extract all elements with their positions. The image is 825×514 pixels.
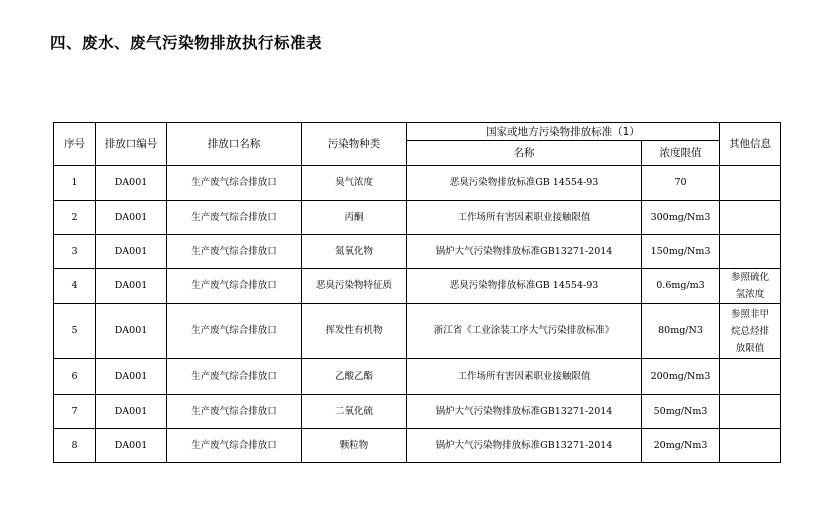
table-row: [54, 304, 781, 359]
outlet-code-cell: DA001: [96, 429, 167, 463]
seq-cell: 7: [54, 395, 96, 429]
standard-name-cell: 工作场所有害因素职业接触限值: [407, 201, 642, 235]
table-row: [54, 359, 781, 395]
outlet-name-cell: 生产废气综合排放口: [167, 235, 302, 269]
pollutant-cell: 颗粒物: [302, 429, 407, 463]
table-row: [54, 166, 781, 201]
header-row-1: [54, 123, 781, 141]
other-info-cell: [720, 429, 781, 463]
other-info-cell: [720, 359, 781, 395]
standard-name-cell: 锅炉大气污染物排放标准GB13271-2014: [407, 395, 642, 429]
other-info-cell: [720, 395, 781, 429]
other-info-cell: 参照非甲烷总烃排放限值: [720, 304, 781, 359]
table-row: [54, 235, 781, 269]
seq-cell: 6: [54, 359, 96, 395]
other-info-cell: 参照硫化氢浓度: [720, 269, 781, 304]
header-outlet-name: 排放口名称: [167, 123, 302, 166]
outlet-name-cell: 生产废气综合排放口: [167, 359, 302, 395]
header-limit: 浓度限值: [642, 141, 720, 166]
seq-cell: 1: [54, 166, 96, 201]
standard-name-cell: 恶臭污染物排放标准GB 14554-93: [407, 166, 642, 201]
limit-cell: 200mg/Nm3: [642, 359, 720, 395]
outlet-code-cell: DA001: [96, 359, 167, 395]
header-pollutant: 污染物种类: [302, 123, 407, 166]
table-row: [54, 395, 781, 429]
outlet-name-cell: 生产废气综合排放口: [167, 201, 302, 235]
header-outlet-code: 排放口编号: [96, 123, 167, 166]
seq-cell: 8: [54, 429, 96, 463]
other-info-cell: [720, 201, 781, 235]
outlet-code-cell: DA001: [96, 235, 167, 269]
other-info-cell: [720, 235, 781, 269]
outlet-name-cell: 生产废气综合排放口: [167, 269, 302, 304]
pollutant-cell: 氮氧化物: [302, 235, 407, 269]
outlet-code-cell: DA001: [96, 304, 167, 359]
outlet-name-cell: 生产废气综合排放口: [167, 304, 302, 359]
standard-name-cell: 恶臭污染物排放标准GB 14554-93: [407, 269, 642, 304]
pollutant-cell: 乙酸乙酯: [302, 359, 407, 395]
standard-name-cell: 浙江省《工业涂装工序大气污染排放标准》: [407, 304, 642, 359]
limit-cell: 20mg/Nm3: [642, 429, 720, 463]
header-seq: 序号: [54, 123, 96, 166]
standard-name-cell: 锅炉大气污染物排放标准GB13271-2014: [407, 429, 642, 463]
header-standard-group: 国家或地方污染物排放标准（1）: [407, 123, 720, 141]
pollutant-cell: 挥发性有机物: [302, 304, 407, 359]
emission-standards-table: [53, 122, 781, 463]
outlet-name-cell: 生产废气综合排放口: [167, 429, 302, 463]
seq-cell: 3: [54, 235, 96, 269]
table-row: [54, 429, 781, 463]
outlet-code-cell: DA001: [96, 269, 167, 304]
limit-cell: 0.6mg/m3: [642, 269, 720, 304]
seq-cell: 5: [54, 304, 96, 359]
page-title: 四、废水、废气污染物排放执行标准表: [50, 34, 323, 52]
pollutant-cell: 二氧化硫: [302, 395, 407, 429]
seq-cell: 4: [54, 269, 96, 304]
limit-cell: 300mg/Nm3: [642, 201, 720, 235]
pollutant-cell: 臭气浓度: [302, 166, 407, 201]
pollutant-cell: 恶臭污染物特征质: [302, 269, 407, 304]
outlet-code-cell: DA001: [96, 201, 167, 235]
header-other: 其他信息: [720, 123, 781, 166]
table-row: [54, 201, 781, 235]
table-body: [54, 166, 781, 463]
standard-name-cell: 工作场所有害因素职业接触限值: [407, 359, 642, 395]
outlet-name-cell: 生产废气综合排放口: [167, 395, 302, 429]
limit-cell: 150mg/Nm3: [642, 235, 720, 269]
seq-cell: 2: [54, 201, 96, 235]
outlet-code-cell: DA001: [96, 166, 167, 201]
pollutant-cell: 丙酮: [302, 201, 407, 235]
limit-cell: 50mg/Nm3: [642, 395, 720, 429]
outlet-name-cell: 生产废气综合排放口: [167, 166, 302, 201]
outlet-code-cell: DA001: [96, 395, 167, 429]
limit-cell: 80mg/N3: [642, 304, 720, 359]
table-row: [54, 269, 781, 304]
other-info-cell: [720, 166, 781, 201]
header-standard-name: 名称: [407, 141, 642, 166]
limit-cell: 70: [642, 166, 720, 201]
standard-name-cell: 锅炉大气污染物排放标准GB13271-2014: [407, 235, 642, 269]
